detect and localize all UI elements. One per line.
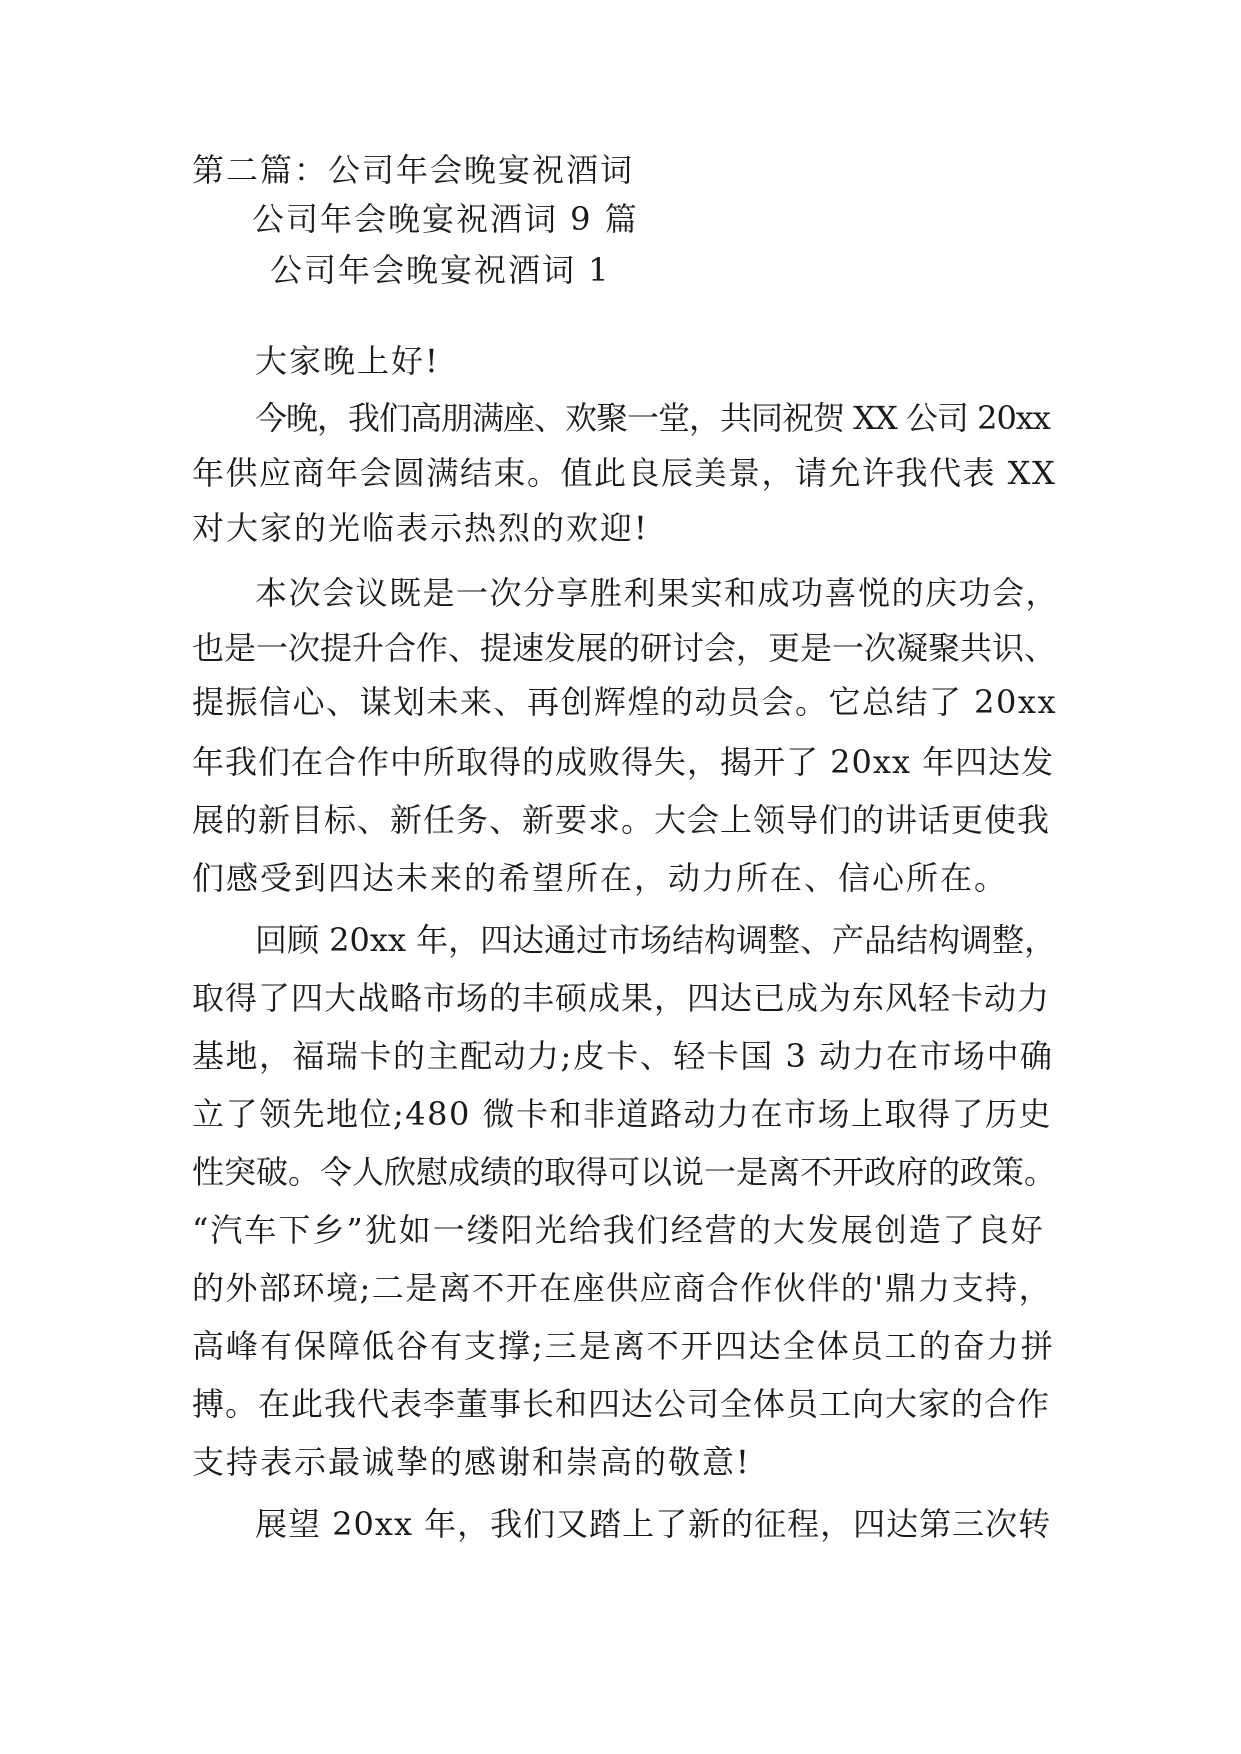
section-heading: 第二篇：公司年会晚宴祝酒词 — [192, 151, 635, 189]
paragraph-line: 高峰有保障低谷有支撑;三是离不开四达全体员工的奋力拼 — [192, 1327, 1055, 1365]
paragraph-line: 回顾 20xx 年，四达通过市场结构调整、产品结构调整， — [255, 921, 1057, 959]
paragraph-line: 搏。在此我代表李董事长和四达公司全体员工向大家的合作 — [192, 1385, 1051, 1423]
paragraph-line: 年供应商年会圆满结束。值此良辰美景，请允许我代表 XX — [192, 454, 1057, 492]
paragraph-line: 展望 20xx 年，我们又踏上了新的征程，四达第三次转 — [255, 1505, 1052, 1543]
paragraph-line: 性突破。令人欣慰成绩的取得可以说一是离不开政府的政策。 — [192, 1153, 1057, 1191]
paragraph-line: 立了领先地位;480 微卡和非道路动力在市场上取得了历史 — [192, 1095, 1053, 1133]
subtitle: 公司年会晚宴祝酒词 9 篇 — [252, 200, 639, 238]
greeting: 大家晚上好! — [255, 342, 440, 380]
paragraph-line: “汽车下乡”犹如一缕阳光给我们经营的大发展创造了良好 — [192, 1211, 1045, 1249]
paragraph-line: 对大家的光临表示热烈的欢迎! — [192, 509, 649, 547]
article-title: 公司年会晚宴祝酒词 1 — [270, 251, 611, 289]
paragraph-line: 们感受到四达未来的希望所在，动力所在、信心所在。 — [192, 859, 1009, 897]
paragraph-line: 支持表示最诚挚的感谢和崇高的敬意! — [192, 1443, 751, 1481]
paragraph-line: 取得了四大战略市场的丰硕成果，四达已成为东风轻卡动力 — [192, 979, 1051, 1017]
paragraph-line: 提振信心、谋划未来、再创辉煌的动员会。它总结了 20xx — [192, 683, 1057, 721]
paragraph-line: 也是一次提升合作、提速发展的研讨会，更是一次凝聚共识、 — [192, 629, 1057, 667]
paragraph-line: 基地，福瑞卡的主配动力;皮卡、轻卡国 3 动力在市场中确 — [192, 1037, 1054, 1075]
paragraph-line: 本次会议既是一次分享胜利果实和成功喜悦的庆功会， — [255, 574, 1060, 612]
paragraph-line: 年我们在合作中所取得的成败得失，揭开了 20xx 年四达发 — [192, 743, 1055, 781]
paragraph-line: 展的新目标、新任务、新要求。大会上领导们的讲话更使我 — [192, 801, 1051, 839]
paragraph-line: 的外部环境;二是离不开在座供应商合作伙伴的'鼎力支持， — [192, 1269, 1053, 1307]
paragraph-line: 今晚，我们高朋满座、欢聚一堂，共同祝贺 XX 公司 20xx — [255, 399, 1050, 437]
